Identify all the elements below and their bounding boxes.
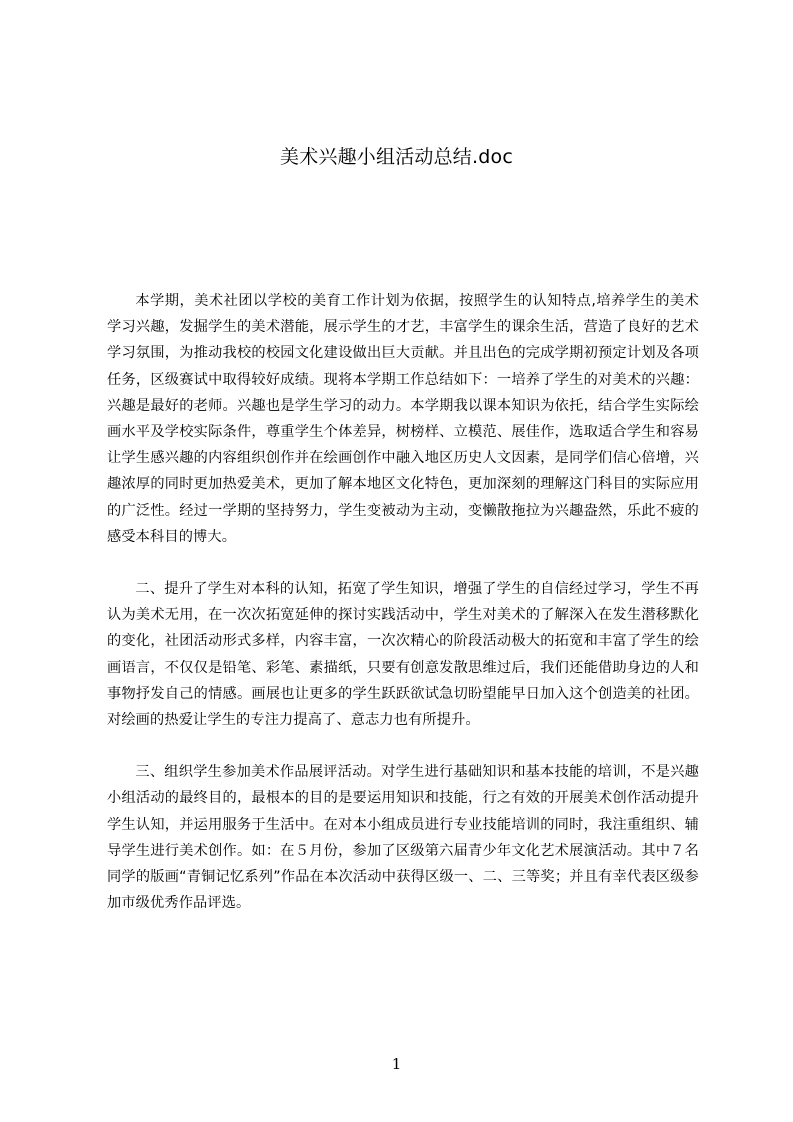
body-paragraph-3: 三、组织学生参加美术作品展评活动。对学生进行基础知识和基本技能的培训，不是兴趣小组活动的最终目的，最根本的目的是要运用知识和技能，行之有效的开展美术创作活动提升学生认知，并运用服务于生活中。在对本小组成员进行专业技能培训的同时，我注重组织、辅导学生进行美术创作。如：在５月份，参加了区级第六届青少年文化艺术展演活动。其中７名同学的版画“青铜记忆系列”作品在本次活动中获得区级一、二、三等奖；并且有幸代表区级参加市级优秀作品评选。 (107, 764, 699, 912)
document-title: 美术兴趣小组活动总结.doc (280, 146, 513, 168)
body-paragraph-1: 本学期，美术社团以学校的美育工作计划为依据，按照学生的认知特点,培养学生的美术学习兴趣，发掘学生的美术潜能，展示学生的才艺，丰富学生的课余生活，营造了良好的艺术学习氛围，为推动我校的校园文化建设做出巨大贡献。并且出色的完成学期初预定计划及各项任务，区级赛试中取得较好成绩。现将本学期工作总结如下：一培养了学生的对美术的兴趣：兴趣是最好的老师。兴趣也是学生学习的动力。本学期我以课本知识为依托，结合学生实际绘画水平及学校实际条件，尊重学生个体差异，树榜样、立模范、展佳作，选取适合学生和容易让学生感兴趣的内容组织创作并在绘画创作中融入地区历史人文因素，是同学们信心倍增，兴趣浓厚的同时更加热爱美术，更加了解本地区文化特色，更加深刻的理解这门科目的实际应用的广泛性。经过一学期的坚持努力，学生变被动为主动，变懒散拖拉为兴趣盎然，乐此不疲的感受本科目的博大。 (107, 293, 699, 545)
page-number: 1 (391, 1055, 402, 1073)
document-body (107, 288, 699, 916)
body-paragraph-2: 二、提升了学生对本科的认知，拓宽了学生知识，增强了学生的自信经过学习，学生不再认为美术无用，在一次次拓宽延伸的探讨实践活动中，学生对美术的了解深入在发生潜移默化的变化，社团活动形式多样，内容丰富，一次次精心的阶段活动极大的拓宽和丰富了学生的绘画语言，不仅仅是铅笔、彩笔、素描纸，只要有创意发散思维过后，我们还能借助身边的人和事物抒发自己的情感。画展也让更多的学生跃跃欲试急切盼望能早日加入这个创造美的社团。对绘画的热爱让学生的专注力提高了、意志力也有所提升。 (107, 581, 699, 729)
